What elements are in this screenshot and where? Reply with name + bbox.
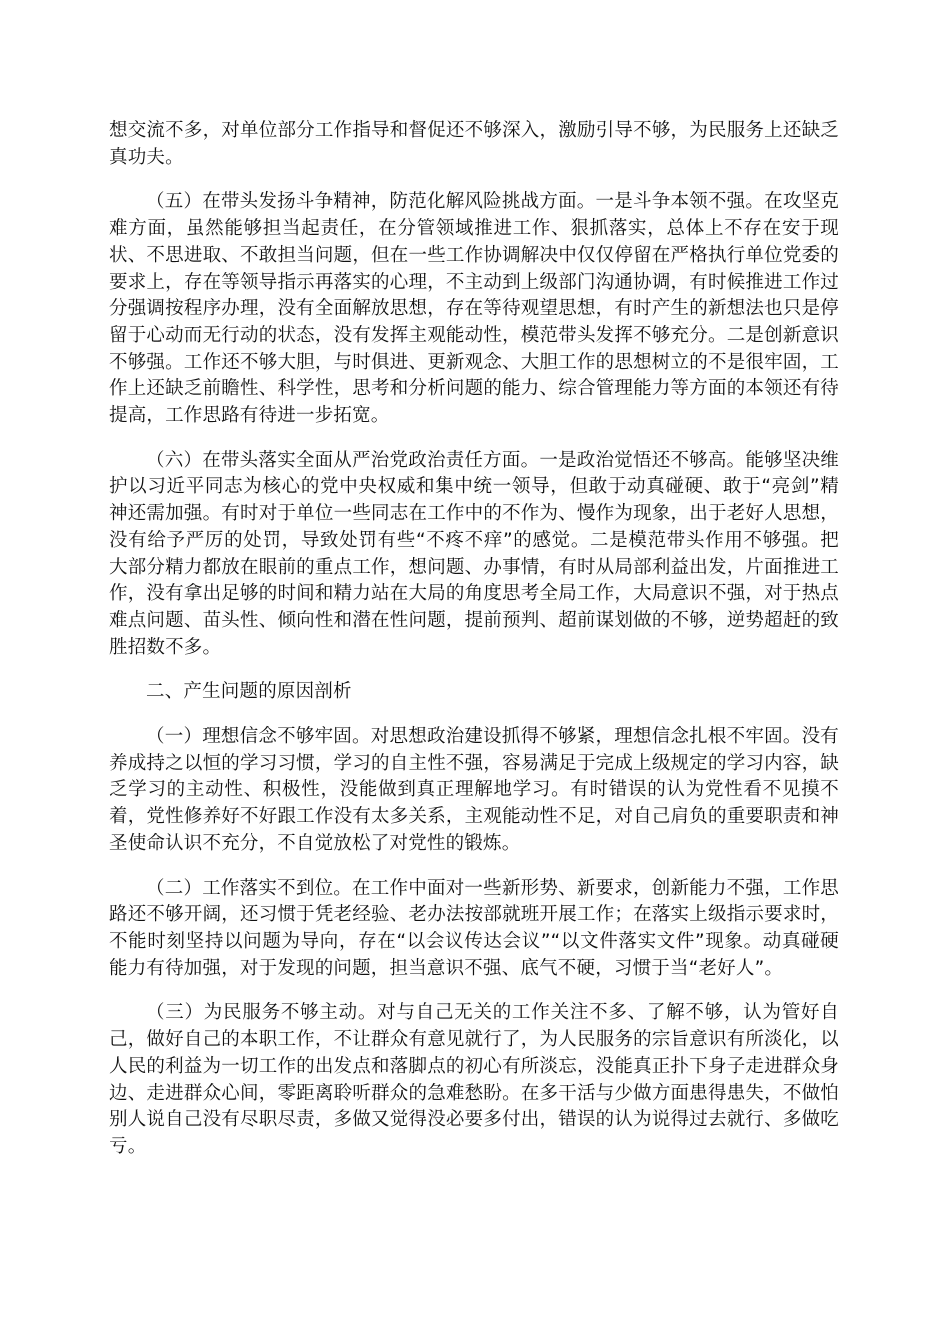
paragraph-cause-one: （一）理想信念不够牢固。对思想政治建设抓得不够紧，理想信念扎根不牢固。没有养成持之以恒的学习习惯，学习的自主性不强，容易满足于完成上级规定的学习内容，缺乏学习的主动性、积极性，没能做到真正理解地学习。有时错误的认为党性看不见摸不着，党性修养好不好跟工作没有太多关系，主观能动性不足，对自己肩负的重要职责和神圣使命认识不充分，不自觉放松了对党性的锻炼。 — [109, 726, 839, 854]
paragraph-cause-three: （三）为民服务不够主动。对与自己无关的工作关注不多、了解不够，认为管好自己，做好自己的本职工作，不让群众有意见就行了，为人民服务的宗旨意识有所淡化，以人民的利益为一切工作的出发点和落脚点的初心有所淡忘，没能真正扑下身子走进群众身边、走进群众心间，零距离聆听群众的急难愁盼。在多干活与少做方面患得患失，不做怕别人说自己没有尽职尽责，多做又觉得没必要多付出，错误的认为说得过去就行、多做吃亏。 — [109, 1002, 839, 1157]
section-heading-cause-analysis: 二、产生问题的原因剖析 — [146, 681, 352, 703]
paragraph-continuation: 想交流不多，对单位部分工作指导和督促还不够深入，激励引导不够，为民服务上还缺乏真功夫。 — [109, 120, 839, 168]
paragraph-section-six: （六）在带头落实全面从严治党政治责任方面。一是政治觉悟还不够高。能够坚决维护以习近平同志为核心的党中央权威和集中统一领导，但敢于动真碰硬、敢于“亮剑”精神还需加强。有时对于单位一些同志在工作中的不作为、慢作为现象，出于老好人思想，没有给予严厉的处罚，导致处罚有些“不疼不痒”的感觉。二是模范带头作用不够强。把大部分精力都放在眼前的重点工作，想问题、办事情，有时从局部利益出发，片面推进工作，没有拿出足够的时间和精力站在大局的角度思考全局工作，大局意识不强，对于热点难点问题、苗头性、倾向性和潜在性问题，提前预判、超前谋划做的不够，逆势超赶的致胜招数不多。 — [109, 449, 839, 658]
paragraph-cause-two: （二）工作落实不到位。在工作中面对一些新形势、新要求，创新能力不强，工作思路还不够开阔，还习惯于凭老经验、老办法按部就班开展工作；在落实上级指示要求时，不能时刻坚持以问题为导向，存在“以会议传达会议”“以文件落实文件”现象。动真碰硬能力有待加强，对于发现的问题，担当意识不强、底气不硬，习惯于当“老好人”。 — [109, 877, 839, 979]
document-body — [109, 118, 839, 1179]
paragraph-section-five: （五）在带头发扬斗争精神，防范化解风险挑战方面。一是斗争本领不强。在攻坚克难方面，虽然能够担当起责任，在分管领域推进工作、狠抓落实，总体上不存在安于现状、不思进取、不敢担当问题，但在一些工作协调解决中仅仅停留在严格执行单位党委的要求上，存在等领导指示再落实的心理，不主动到上级部门沟通协调，有时候推进工作过分强调按程序办理，没有全面解放思想，存在等待观望思想，有时产生的新想法也只是停留于心动而无行动的状态，没有发挥主观能动性，模范带头发挥不够充分。二是创新意识不够强。工作还不够大胆，与时俱进、更新观念、大胆工作的思想树立的不是很牢固，工作上还缺乏前瞻性、科学性，思考和分析问题的能力、综合管理能力等方面的本领还有待提高，工作思路有待进一步拓宽。 — [109, 191, 839, 427]
